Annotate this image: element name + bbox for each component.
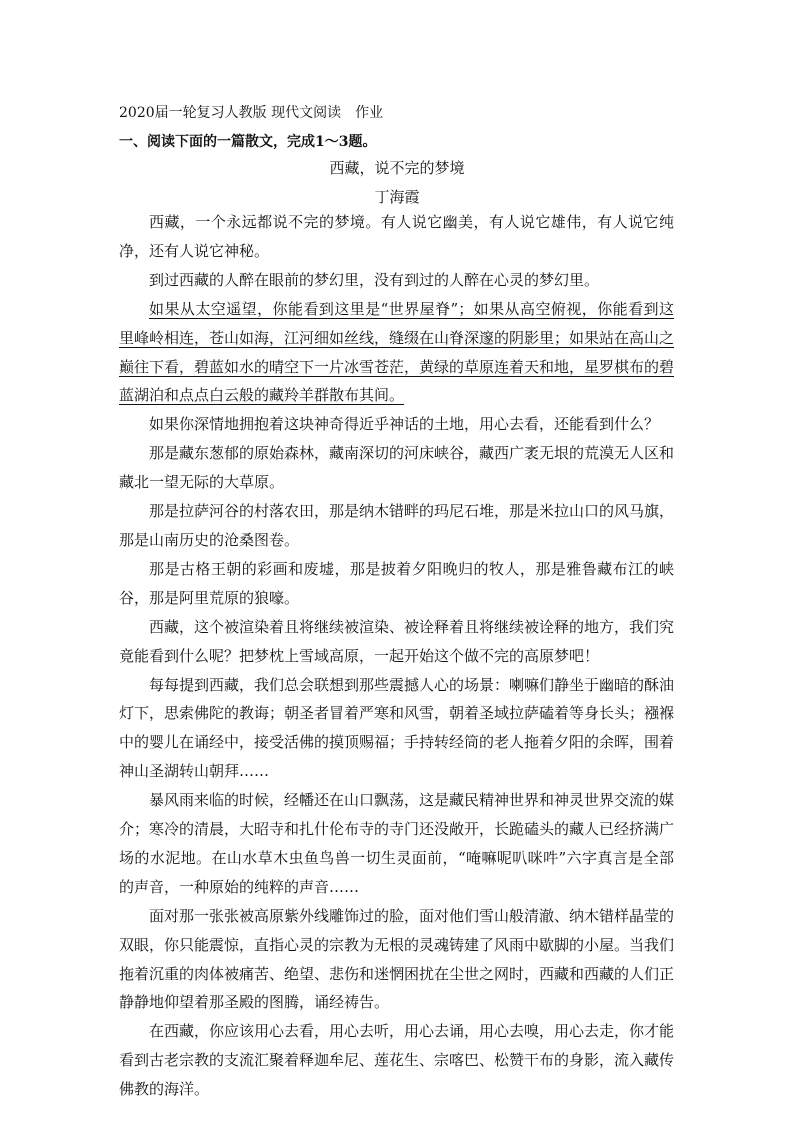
essay-paragraph: 如果你深情地拥抱着这块神奇得近乎神话的土地，用心去看，还能看到什么？ <box>149 415 660 434</box>
essay-paragraph: 西藏，这个被渲染着且将继续被渲染、被诠释着且将继续被诠释的地方，我们究竟能看到什么呢？把梦枕上雪域高原，一起开始这个做不完的高原梦吧！ <box>119 617 675 665</box>
essay-paragraph: 面对那一张张被高原紫外线雕饰过的脸，面对他们雪山般清澈、纳木错样晶莹的双眼，你只能震惊，直指心灵的宗教为无根的灵魂铸建了风雨中歇脚的小屋。当我们拖着沉重的肉体被痛苦、绝望、悲伤和迷惘困扰在尘世之网时，西藏和西藏的人们正静静地仰望着那圣殿的图腾，诵经祷告。 <box>119 906 675 1012</box>
essay-paragraph: 那是拉萨河谷的村落农田，那是纳木错畔的玛尼石堆，那是米拉山口的风马旗，那是山南历史的沧桑图卷。 <box>119 502 675 549</box>
essay-paragraph: 在西藏，你应该用心去看，用心去听，用心去诵，用心去嗅，用心去走，你才能看到古老宗教的支流汇聚着释迦牟尼、莲花生、宗喀巴、松赞干布的身影，流入藏传佛教的海洋。 <box>119 1022 675 1099</box>
essay-paragraph: 每每提到西藏，我们总会联想到那些震撼人心的场景：喇嘛们静坐于幽暗的酥油灯下，思索佛陀的教诲；朝圣者冒着严寒和风雪，朝着圣域拉萨磕着等身长头；襁褓中的婴儿在诵经中，接受活佛的摸顶赐福；手持转经筒的老人拖着夕阳的余晖，围着神山圣湖转山朝拜…… <box>119 675 675 781</box>
essay-paragraph: 暴风雨来临的时候，经幡还在山口飘荡，这是藏民精神世界和神灵世界交流的媒介；寒冷的清晨，大昭寺和扎什伦布寺的寺门还没敞开，长跪磕头的藏人已经挤满广场的水泥地。在山水草木虫鱼鸟兽一切生灵面前，“唵嘛呢叭咪吽”六字真言是全部的声音，一种原始的纯粹的声音…… <box>119 791 675 896</box>
essay-paragraph: 西藏，一个永远都说不完的梦境。有人说它幽美，有人说它雄伟，有人说它纯净，还有人说它神秘。 <box>119 213 674 260</box>
essay-paragraph: 那是藏东葱郁的原始森林，藏南深切的河床峡谷，藏西广袤无垠的荒漠无人区和藏北一望无际的大草原。 <box>119 444 675 492</box>
reading-instruction: 一、阅读下面的一篇散文，完成1～3题。 <box>119 134 377 150</box>
essay-title: 西藏，说不完的梦境 <box>329 159 465 177</box>
essay-paragraph: 那是古格王朝的彩画和废墟，那是披着夕阳晚归的牧人，那是雅鲁藏布江的峡谷，那是阿里荒原的狼嚎。 <box>119 559 674 607</box>
essay-paragraph: 到过西藏的人醉在眼前的梦幻里，没有到过的人醉在心灵的梦幻里。 <box>149 270 600 289</box>
essay-paragraph-underlined: 如果从太空遥望，你能看到这里是“世界屋脊”；如果从高空俯视，你能看到这里峰岭相连，苍山如海，江河细如丝线，缝缀在山脊深邃的阴影里；如果站在高山之巅往下看，碧蓝如水的晴空下一片冰雪苍茫，黄绿的草原连着天和地，星罗棋布的碧蓝湖泊和点点白云般的藏羚羊群散布其间。 <box>119 299 675 405</box>
document-header: 2020届一轮复习人教版 现代文阅读 作业 <box>119 105 384 121</box>
essay-body <box>119 208 674 1104</box>
essay-author: 丁海霞 <box>374 188 420 206</box>
